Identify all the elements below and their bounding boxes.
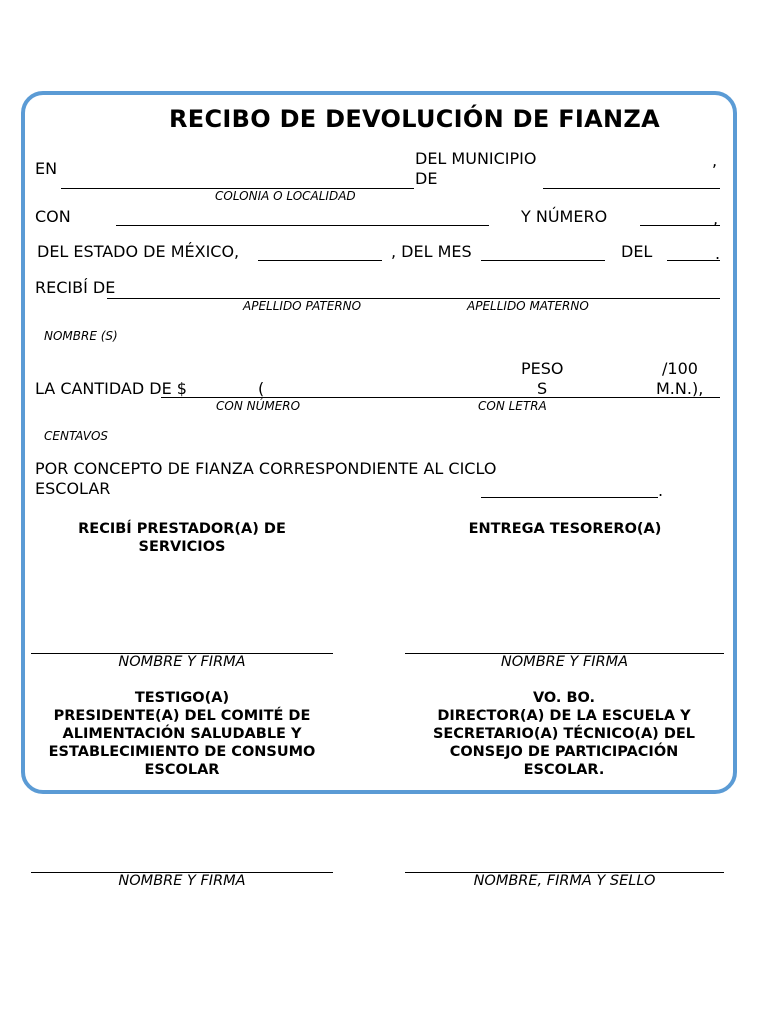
caption-colonia: COLONIA O LOCALIDAD xyxy=(215,189,356,203)
label-numero: Y NÚMERO xyxy=(521,207,608,226)
caption-nombre-firma-2: NOMBRE Y FIRMA xyxy=(500,654,629,670)
heading-vobo: VO. BO. xyxy=(532,690,596,706)
heading-entrega-tesorero: ENTREGA TESORERO(A) xyxy=(468,521,662,537)
calle-line[interactable] xyxy=(116,225,489,226)
label-en: EN xyxy=(35,159,58,178)
label-cien-1: /100 xyxy=(662,359,698,378)
caption-centavos: CENTAVOS xyxy=(44,429,109,443)
vobo-block xyxy=(419,689,709,779)
nombre-line[interactable] xyxy=(107,298,720,299)
caption-apellido-paterno: APELLIDO PATERNO xyxy=(243,299,362,313)
period-1: . xyxy=(715,244,721,263)
label-mes: , DEL MES xyxy=(391,242,472,261)
label-cantidad: LA CANTIDAD DE $ xyxy=(35,379,187,398)
form-title: RECIBO DE DEVOLUCIÓN DE FIANZA xyxy=(169,105,660,133)
heading-recibi-prestador: RECIBÍ PRESTADOR(A) DE SERVICIOS xyxy=(78,521,286,555)
heading-testigo: TESTIGO(A) xyxy=(134,690,230,706)
label-estado: DEL ESTADO DE MÉXICO, xyxy=(37,242,240,261)
label-peso-2: S xyxy=(537,379,548,398)
cantidad-line[interactable] xyxy=(161,397,720,398)
period-2: . xyxy=(658,481,664,500)
testigo-block xyxy=(33,689,331,779)
comma-2: , xyxy=(713,209,719,228)
label-peso-1: PESO xyxy=(521,359,564,378)
label-municipio-1: DEL MUNICIPIO xyxy=(415,149,537,168)
comma-1: , xyxy=(712,151,718,170)
text-director-escuela: DIRECTOR(A) DE LA ESCUELA Y SECRETARIO(A) TÉCNICO(A) DEL CONSEJO DE PARTICIPACIÓN ESCOLAR. xyxy=(432,708,696,778)
label-concepto-1: POR CONCEPTO DE FIANZA CORRESPONDIENTE AL CICLO xyxy=(35,459,497,478)
ciclo-line[interactable] xyxy=(481,497,658,498)
caption-apellido-materno: APELLIDO MATERNO xyxy=(467,299,589,313)
label-recibi-de: RECIBÍ DE xyxy=(35,278,116,297)
caption-nombres: NOMBRE (S) xyxy=(44,329,118,343)
numero-line[interactable] xyxy=(640,225,720,226)
caption-con-numero: CON NÚMERO xyxy=(216,399,301,413)
text-presidente-comite: PRESIDENTE(A) DEL COMITÉ DE ALIMENTACIÓN SALUDABLE Y ESTABLECIMIENTO DE CONSUMO ESCOLAR xyxy=(48,708,316,778)
caption-nombre-firma-3: NOMBRE Y FIRMA xyxy=(118,873,246,889)
label-con: CON xyxy=(35,207,71,226)
paren-open: ( xyxy=(258,379,265,398)
municipio-line[interactable] xyxy=(543,188,720,189)
anio-line[interactable] xyxy=(667,260,720,261)
label-del: DEL xyxy=(621,242,653,261)
mes-line[interactable] xyxy=(481,260,605,261)
caption-con-letra: CON LETRA xyxy=(478,399,547,413)
label-cien-2: M.N.), xyxy=(656,379,704,398)
label-concepto-2: ESCOLAR xyxy=(35,479,111,498)
label-municipio-2: DE xyxy=(415,169,438,188)
caption-nombre-firma-sello: NOMBRE, FIRMA Y SELLO xyxy=(473,873,656,889)
dia-line[interactable] xyxy=(258,260,382,261)
caption-nombre-firma-1: NOMBRE Y FIRMA xyxy=(118,654,246,670)
